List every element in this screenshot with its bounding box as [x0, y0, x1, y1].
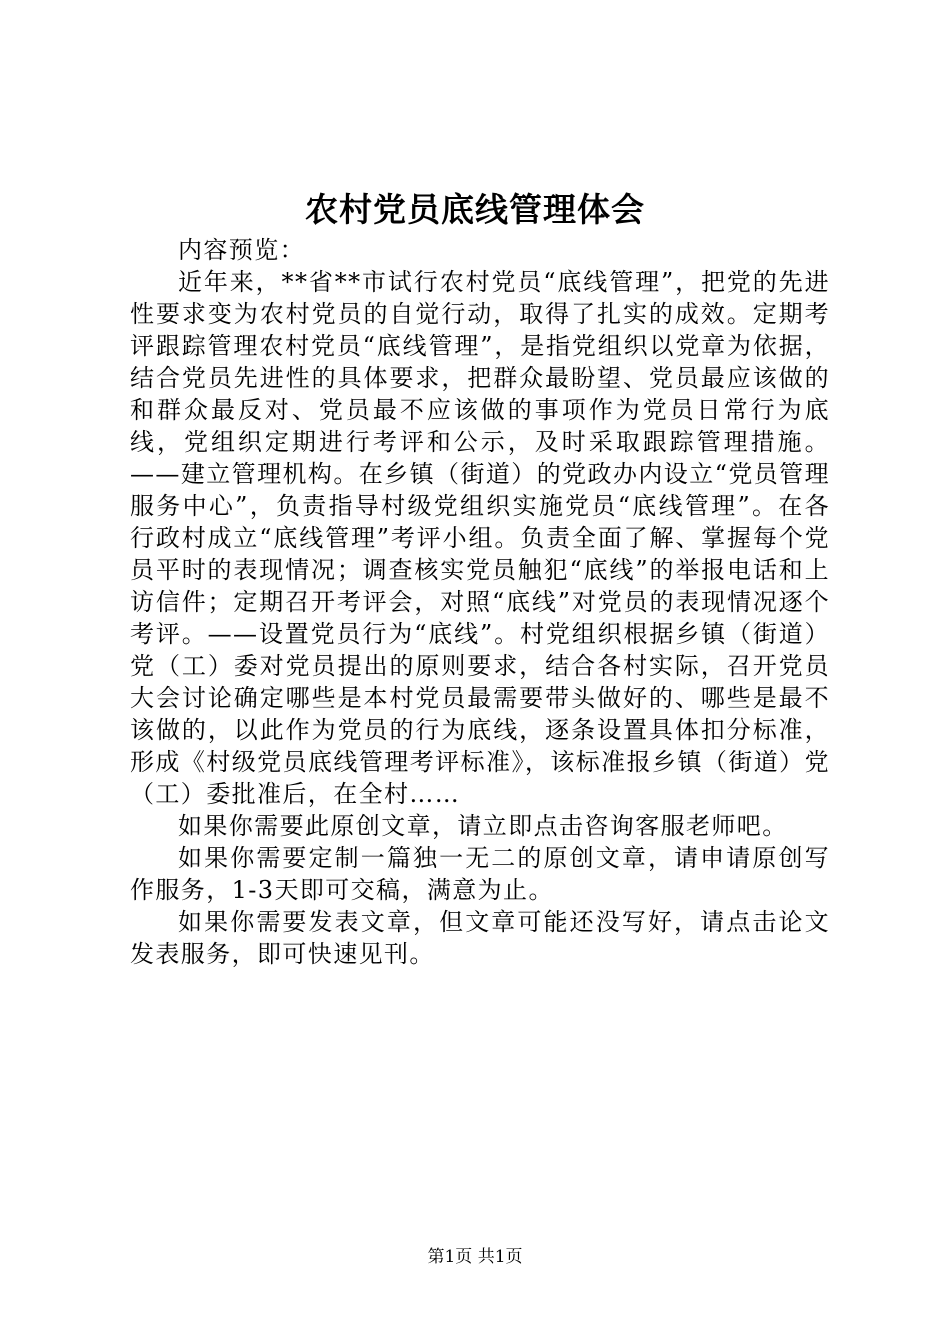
document-body	[130, 234, 830, 970]
document-title: 农村党员底线管理体会	[305, 190, 645, 229]
notice-custom-writing: 如果你需要定制一篇独一无二的原创文章，请申请原创写作服务，1-3天即可交稿，满意为止。	[130, 844, 830, 904]
notice-consult: 如果你需要此原创文章，请立即点击咨询客服老师吧。	[178, 812, 788, 840]
notice-publishing: 如果你需要发表文章，但文章可能还没写好，请点击论文发表服务，即可快速见刊。	[130, 908, 830, 968]
preview-label: 内容预览：	[178, 236, 305, 264]
page-footer: 第1页 共1页	[427, 1247, 523, 1267]
main-paragraph: 近年来，**省**市试行农村党员“底线管理”，把党的先进性要求变为农村党员的自觉行动，取得了扎实的成效。定期考评跟踪管理农村党员“底线管理”，是指党组织以党章为依据，结合党员先进性的具体要求，把群众最盼望、党员最应该做的和群众最反对、党员最不应该做的事项作为党员日常行为底线，党组织定期进行考评和公示，及时采取跟踪管理措施。——建立管理机构。在乡镇（街道）的党政办内设立“党员管理服务中心”，负责指导村级党组织实施党员“底线管理”。在各行政村成立“底线管理”考评小组。负责全面了解、掌握每个党员平时的表现情况；调查核实党员触犯“底线”的举报电话和上访信件；定期召开考评会，对照“底线”对党员的表现情况逐个考评。——设置党员行为“底线”。村党组织根据乡镇（街道）党（工）委对党员提出的原则要求，结合各村实际，召开党员大会讨论确定哪些是本村党员最需要带头做好的、哪些是最不该做的，以此作为党员的行为底线，逐条设置具体扣分标准，形成《村级党员底线管理考评标准》，该标准报乡镇（街道）党（工）委批准后，在全村……	[130, 268, 830, 808]
